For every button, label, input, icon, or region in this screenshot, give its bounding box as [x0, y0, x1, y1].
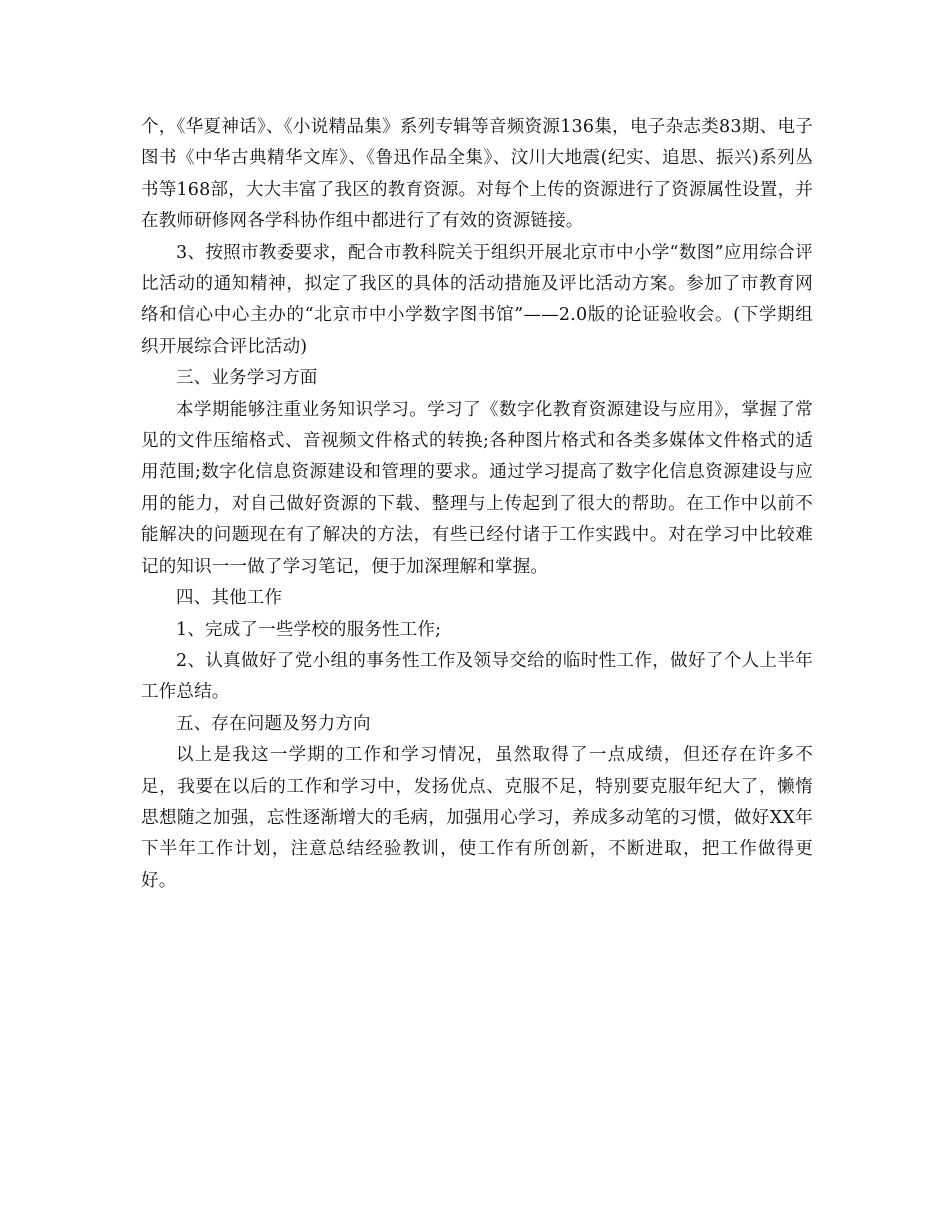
paragraph-item-3-evaluation: 3、按照市教委要求，配合市教科院关于组织开展北京市中小学“数图”应用综合评比活动的通知精神，拟定了我区的具体的活动措施及评比活动方案。参加了市教育网络和信心中心主办的“北京市中小学数字图书馆”——2.0版的论证验收会。(下学期组织开展综合评比活动) [141, 242, 813, 357]
paragraph-problems: 以上是我这一学期的工作和学习情况，虽然取得了一点成绩，但还存在许多不足，我要在以后的工作和学习中，发扬优点、克服不足，特别要克服年纪大了，懒惰思想随之加强，忘性逐渐增大的毛病，加强用心学习，养成多动笔的习惯，做好XX年下半年工作计划，注意总结经验教训，使工作有所创新，不断进取，把工作做得更好。 [141, 745, 813, 891]
paragraph-other-work-item-1: 1、完成了一些学校的服务性工作; [176, 619, 442, 640]
section-heading-problems: 五、存在问题及努力方向 [176, 713, 371, 734]
document-body [141, 112, 813, 897]
section-heading-study: 三、业务学习方面 [176, 368, 318, 389]
paragraph-other-work-item-2: 2、认真做好了党小组的事务性工作及领导交给的临时性工作，做好了个人上半年工作总结。 [141, 650, 813, 703]
paragraph-study: 本学期能够注重业务知识学习。学习了《数字化教育资源建设与应用》，掌握了常见的文件压缩格式、音视频文件格式的转换;各种图片格式和各类多媒体文件格式的适用范围;数字化信息资源建设和管理的要求。通过学习提高了数字化信息资源建设与应用的能力，对自己做好资源的下载、整理与上传起到了很大的帮助。在工作中以前不能解决的问题现在有了解决的方法，有些已经付诸于工作实践中。对在学习中比较难记的知识一一做了学习笔记，便于加深理解和掌握。 [141, 399, 813, 577]
section-heading-other-work: 四、其他工作 [176, 588, 283, 609]
paragraph-resources-continued: 个，《华夏神话》、《小说精品集》系列专辑等音频资源136集，电子杂志类83期、电子图书《中华古典精华文库》、《鲁迅作品全集》、汶川大地震(纪实、追思、振兴)系列丛书等168部，大大丰富了我区的教育资源。对每个上传的资源进行了资源属性设置，并在教师研修网各学科协作组中都进行了有效的资源链接。 [141, 117, 813, 232]
